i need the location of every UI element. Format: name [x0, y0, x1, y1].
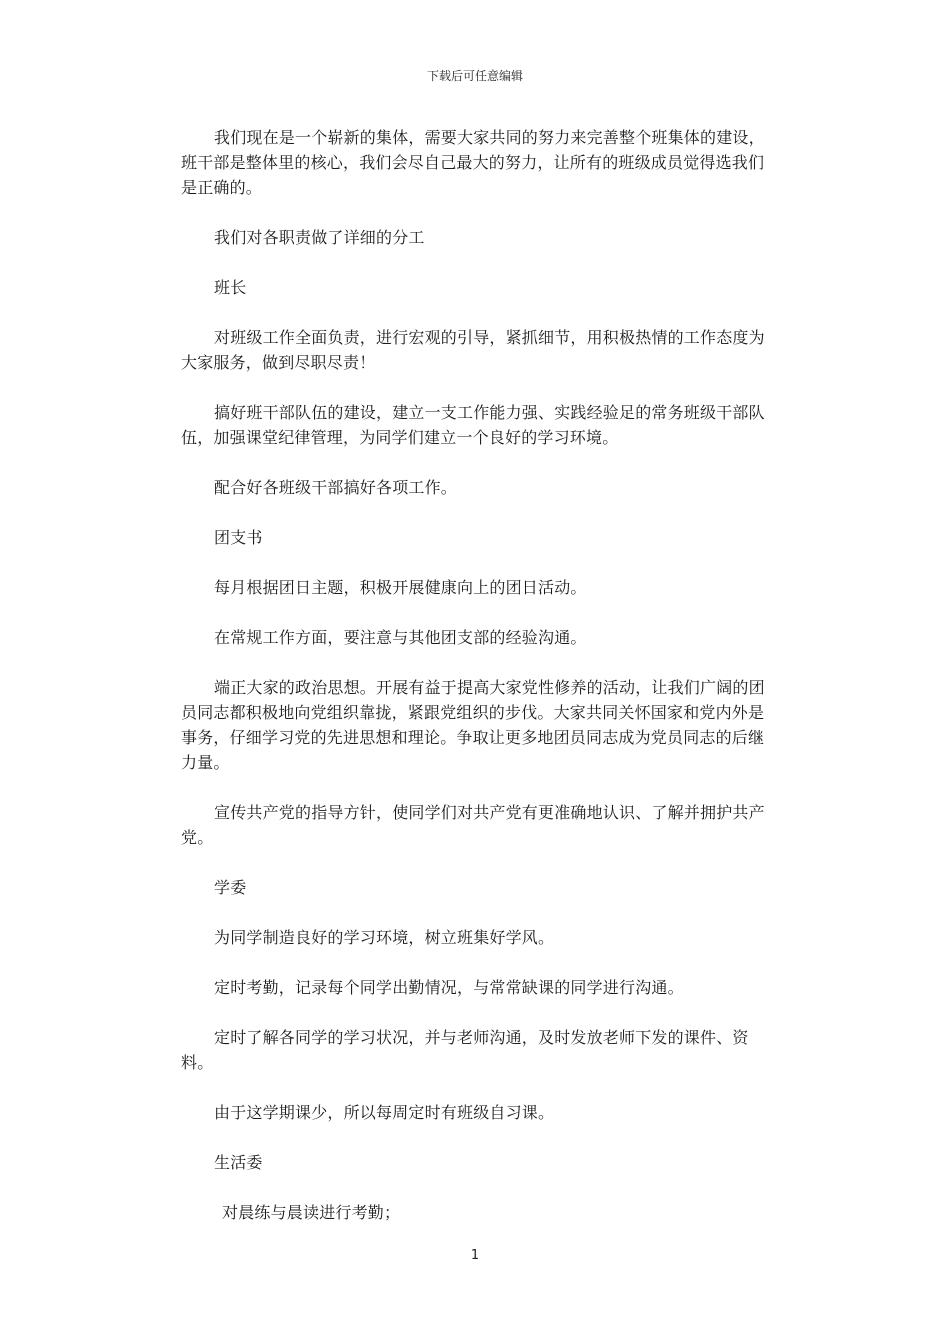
- intro-paragraph: 我们现在是一个崭新的集体，需要大家共同的努力来完善整个班集体的建设，班干部是整体里的核心，我们会尽自己最大的努力，让所有的班级成员觉得选我们是正确的。: [181, 128, 765, 197]
- division-intro: 我们对各职责做了详细的分工: [214, 228, 425, 247]
- league-duty-2: 在常规工作方面，要注意与其他团支部的经验沟通。: [214, 628, 587, 647]
- section-heading-monitor: 班长: [214, 278, 247, 297]
- league-duty-4: 宣传共产党的指导方针，使同学们对共产党有更准确地认识、了解并拥护共产党。: [181, 803, 765, 847]
- section-heading-league-secretary: 团支书: [214, 528, 263, 547]
- study-duty-3: 定时了解各同学的学习状况，并与老师沟通，及时发放老师下发的课件、资料。: [181, 1028, 749, 1072]
- life-duty-1: 对晨练与晨读进行考勤；: [222, 1203, 401, 1222]
- study-duty-1: 为同学制造良好的学习环境，树立班集好学风。: [214, 928, 555, 947]
- league-duty-1: 每月根据团日主题，积极开展健康向上的团日活动。: [214, 578, 587, 597]
- page-header: 下载后可任意编辑: [426, 69, 523, 83]
- monitor-duty-2: 搞好班干部队伍的建设，建立一支工作能力强、实践经验足的常务班级干部队伍，加强课堂纪律管理，为同学们建立一个良好的学习环境。: [181, 403, 765, 447]
- document-body: [181, 125, 773, 1250]
- page-number: 1: [470, 1248, 480, 1263]
- monitor-duty-3: 配合好各班级干部搞好各项工作。: [214, 478, 458, 497]
- section-heading-life-committee: 生活委: [214, 1153, 263, 1172]
- section-heading-study-committee: 学委: [214, 878, 247, 897]
- study-duty-4: 由于这学期课少，所以每周定时有班级自习课。: [214, 1103, 555, 1122]
- league-duty-3: 端正大家的政治思想。开展有益于提高大家党性修养的活动，让我们广阔的团员同志都积极地向党组织靠拢，紧跟党组织的步伐。大家共同关怀国家和党内外是事务，仔细学习党的先进思想和理论。争取让更多地团员同志成为党员同志的后继力量。: [181, 678, 765, 772]
- study-duty-2: 定时考勤，记录每个同学出勤情况，与常常缺课的同学进行沟通。: [214, 978, 684, 997]
- monitor-duty-1: 对班级工作全面负责，进行宏观的引导，紧抓细节，用积极热情的工作态度为大家服务，做到尽职尽责！: [181, 328, 765, 372]
